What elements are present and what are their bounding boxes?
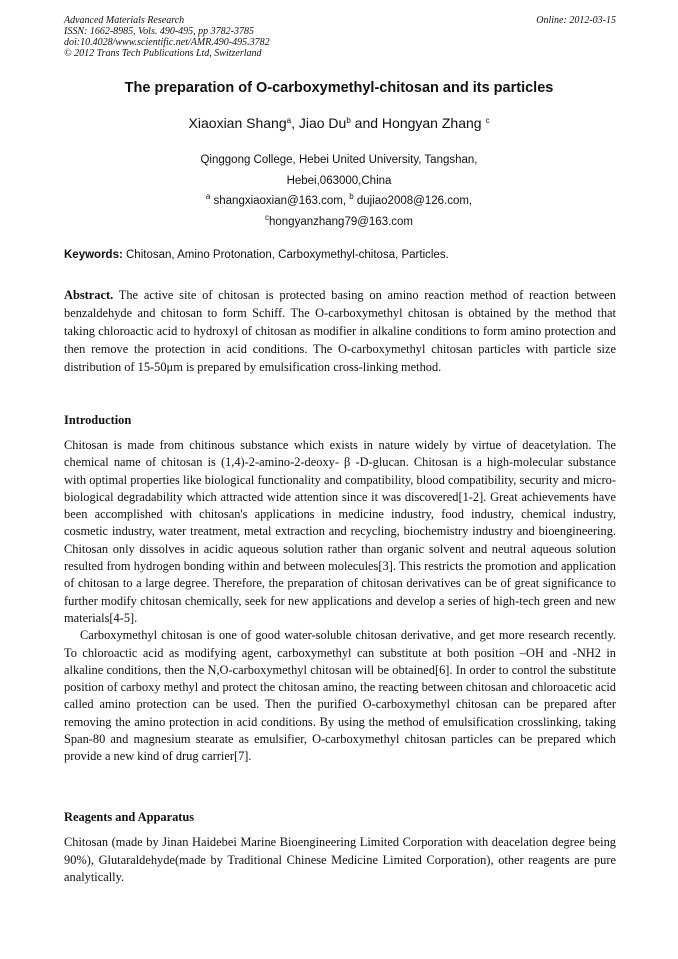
author-name: Hongyan Zhang [381, 115, 486, 131]
keywords-text: Chitosan, Amino Protonation, Carboxymethyl-chitosa, Particles. [122, 249, 449, 261]
copyright-line: © 2012 Trans Tech Publications Ltd, Switzerland [64, 48, 262, 59]
email-line [64, 212, 614, 233]
author-name: Jiao Du [298, 115, 347, 131]
affiliation-line: Hebei,063000,China [286, 174, 392, 187]
introduction-body [64, 437, 616, 766]
affiliation-line: Qinggong College, Hebei United University, Tangshan, [200, 154, 478, 166]
paragraph: Chitosan (made by Jinan Haidebei Marine Bioengineering Limited Corporation with deacelation degree being 90%), Glutaraldehyde(made by Traditional Chinese Medicine Limited Corporation), other reagents are pure analytically. [64, 835, 616, 884]
keywords [64, 249, 616, 261]
email-mark: c [264, 212, 269, 222]
email-address: dujiao2008@126.com, [353, 195, 473, 207]
author-list [64, 115, 614, 131]
email-address: hongyanzhang79@163.com [268, 215, 414, 228]
keywords-label: Keywords: [64, 249, 123, 261]
email-mark: a [205, 192, 211, 201]
paper-title: The preparation of O-carboxymethyl-chitosan and its particles [124, 80, 554, 96]
paragraph: Carboxymethyl chitosan is one of good water-soluble chitosan derivative, and get more research recently. To chloroactic acid as modifying agent, carboxymethyl can substitute at both position –OH and -NH2 in alkaline conditions, then the N,O-carboxymethyl chitosan will be obtained[6]. In order to control the substitute position of carboxy methyl and protect the chitosan amino, the reacting between chitosan and chloroacetic acid called amino protection can be used. Then the purified O-carboxymethyl chitosan can be prepared after removing the amino protection in acid conditions. By using the method of emulsification crosslinking, taking Span-80 and magnesium stearate as emulsifier, O-carboxymethyl chitosan particles can be prepared which provide a new kind of drug carrier[7]. [64, 628, 616, 764]
paragraph: Chitosan is made from chitinous substance which exists in nature widely by virtue of deacetylation. The chemical name of chitosan is (1,4)-2-amino-2-deoxy- β -D-glucan. Chitosan is a high-molecular substance with optimal properties like biological functionality and compatibility, blood compatibility, security and micro-biological degradability which attracted wide attention since it was discovered[1-2]. Great achievements have been accomplished with chitosan's applications in medicine industry, food industry, chemical industry, cosmetic industry, water treatment, metal extraction and recycling, biochemistry industry and bioengineering. Chitosan only dissolves in acidic aqueous solution rather than organic solvent and neutral aqueous solution resulted from hydrogen bonding within and between molecules[3]. This restricts the promotion and application of chitosan to a large degree. Therefore, the preparation of chitosan derivatives can be of great significance to further modify chitosan chemically, seek for new applications and develop a series of high-tech green and new materials[4-5]. [64, 438, 616, 625]
abstract [64, 286, 616, 376]
section-heading-introduction: Introduction [64, 413, 132, 427]
affiliation-block [64, 150, 614, 232]
online-date: Online: 2012-03-15 [536, 15, 616, 26]
journal-header [64, 15, 616, 59]
author-affiliation-mark: c [485, 116, 490, 125]
doi-line: doi:10.4028/www.scientific.net/AMR.490-495.3782 [64, 37, 270, 48]
author-name: Xiaoxian Shang [188, 115, 287, 131]
author-affiliation-mark: a [286, 116, 292, 125]
abstract-label: Abstract. [64, 288, 114, 302]
author-separator: and [350, 115, 382, 131]
email-line [64, 191, 614, 212]
abstract-text: The active site of chitosan is protected basing on amino reaction method of reaction between benzaldehyde and chitosan to form Schiff. The O-carboxymethyl chitosan is obtained by the method that taking chloroactic acid to hydroxyl of chitosan as modifier in alkaline conditions to form amino protection and then remove the protection in acid conditions. The O-carboxymethyl chitosan particles with particle size distribution of 15-50μm is prepared by emulsification cross-linking method. [64, 288, 616, 375]
section-heading-reagents: Reagents and Apparatus [64, 810, 195, 824]
journal-name: Advanced Materials Research [64, 15, 185, 26]
email-mark: b [349, 192, 354, 201]
author-separator: , [291, 115, 299, 131]
author-affiliation-mark: b [346, 116, 351, 125]
issn-line: ISSN: 1662-8985, Vols. 490-495, pp 3782-3785 [64, 26, 254, 37]
email-address: shangxiaoxian@163.com, [210, 195, 350, 207]
reagents-body [64, 834, 616, 887]
